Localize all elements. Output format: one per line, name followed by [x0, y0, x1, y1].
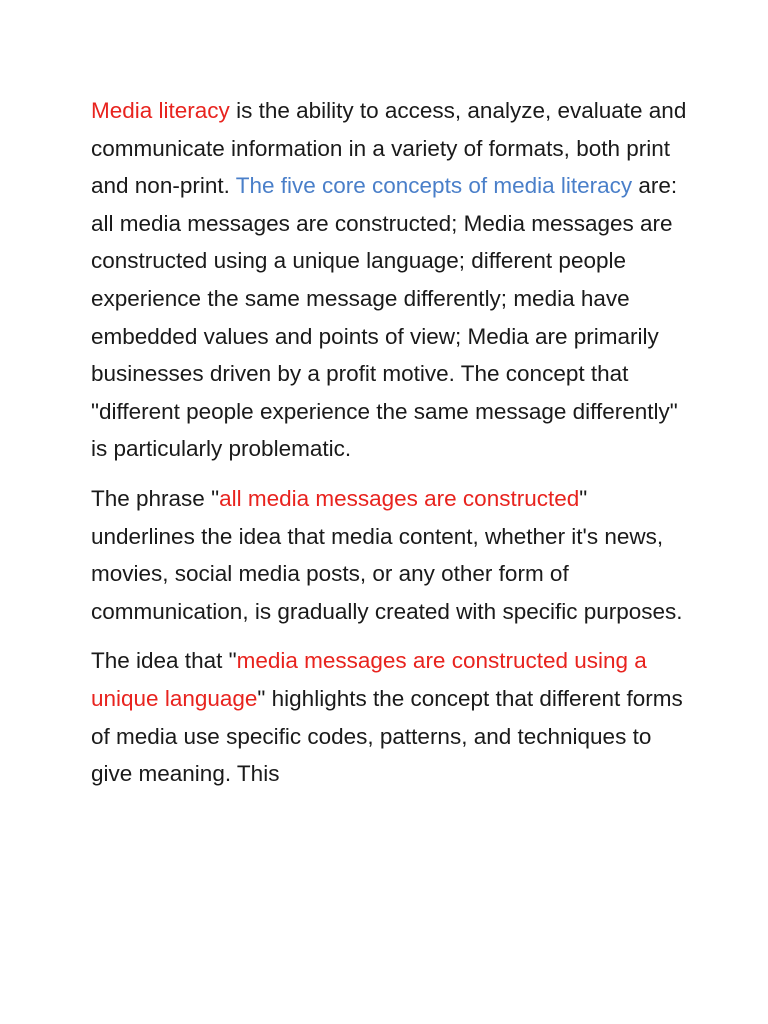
paragraph-text: The phrase "	[91, 485, 220, 511]
paragraph-messages-constructed	[91, 480, 691, 630]
document-body	[91, 92, 691, 805]
paragraph-media-literacy-definition	[91, 92, 691, 468]
paragraph-unique-language	[91, 642, 691, 792]
highlight-quote-constructed: all media messages are constructed	[219, 485, 580, 511]
highlight-five-core-concepts: The five core concepts of media literacy	[235, 173, 633, 199]
highlight-quote-unique-language: media messages are constructed using a unique language	[91, 648, 647, 711]
paragraph-text: The idea that "	[91, 648, 237, 674]
paragraph-text: is the ability to access, analyze, evaluate and communicate information in a variety of formats, both print and non-print.	[91, 98, 687, 199]
paragraph-text: are: all media messages are constructed; Media messages are constructed using a unique language; different people experience the same message differently; media have embedded values and points of view; Media are primarily businesses driven by a profit motive. The concept that "different people experience the same message differently" is particularly problematic.	[91, 173, 678, 462]
paragraph-text: " underlines the idea that media content, whether it's news, movies, social media posts, or any other form of communication, is gradually created with specific purposes.	[91, 485, 683, 624]
highlight-term-media-literacy: Media literacy	[91, 98, 230, 123]
paragraph-text: " highlights the concept that different forms of media use specific codes, patterns, and techniques to give meaning. This	[91, 685, 683, 787]
